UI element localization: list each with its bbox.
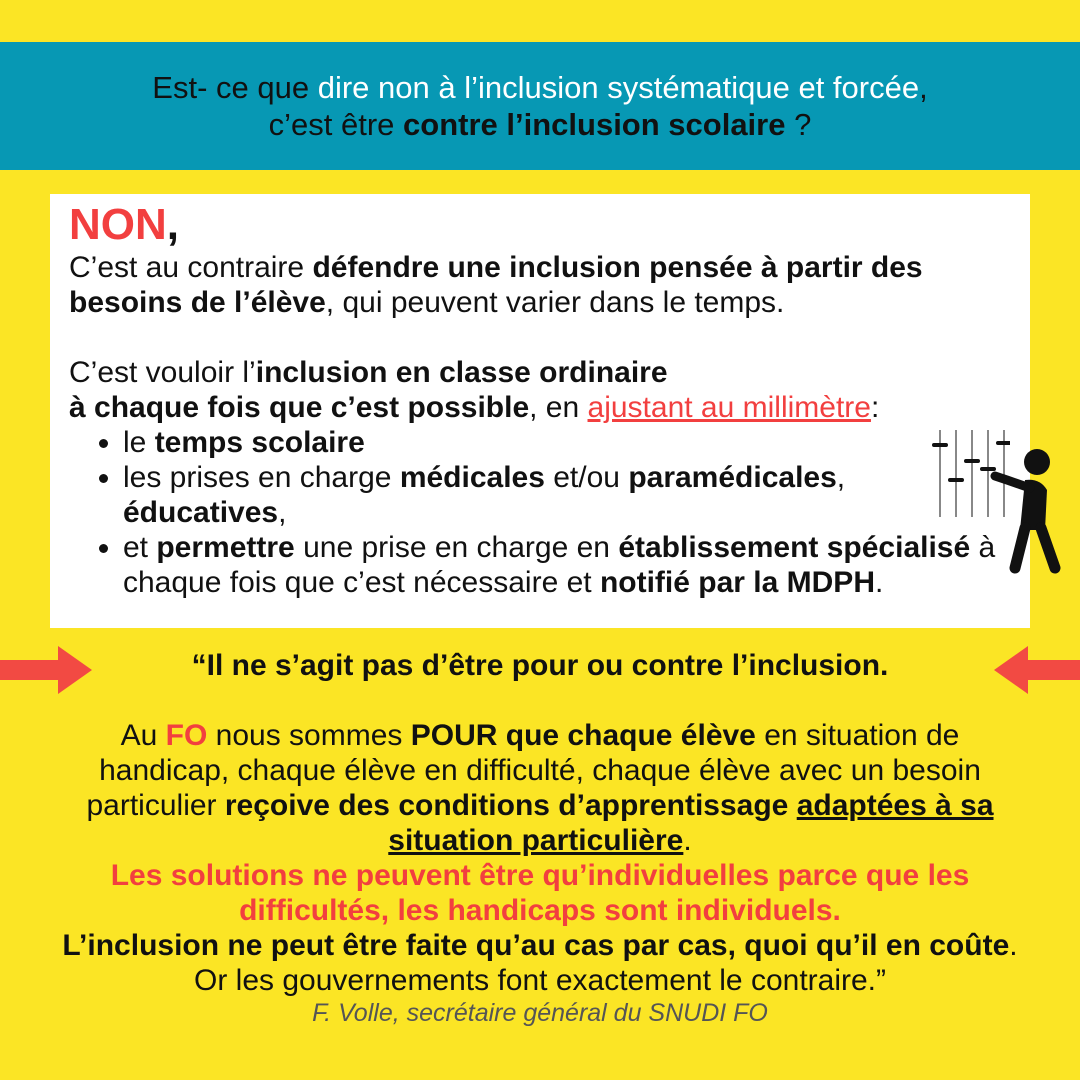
quote-block [60,648,1020,1029]
list-item: • et permettre une prise en charge en établissement spécialisé à chaque fois que c’est nécessaire et notifié par la MDPH. [123,530,1003,600]
content-panel [50,194,1030,628]
underlined-phrase: ajustant au millimètre [587,391,871,424]
quote-final: L’inclusion ne peut être faite qu’au cas par cas, quoi qu’il en coûte. Or les gouvernements font exactement le contraire.” [62,929,1018,997]
quote-author: F. Volle, secrétaire général du SNUDI FO [312,999,768,1027]
header-line-1 [152,69,927,106]
header-text: c’est être [268,107,404,142]
header-text: ? [785,107,812,142]
quote-red-sentence: Les solutions ne peuvent être qu’individuelles parce que les difficultés, les handicaps sont individuels. [110,859,970,927]
paragraph-2: C’est vouloir l’inclusion en classe ordinaire à chaque fois que c’est possible, en ajustant au millimètre: [69,356,880,424]
paragraph-1: C’est au contraire défendre une inclusion pensée à partir des besoins de l’élève, qui peuvent varier dans le temps. [69,251,923,319]
person-adjusting-icon [985,440,1070,575]
header-banner [0,42,1080,170]
quote-lead: “Il ne s’agit pas d’être pour ou contre l’inclusion. [191,649,889,682]
quote-paragraph: Au FO nous sommes POUR que chaque élève en situation de handicap, chaque élève en difficulté, chaque élève avec un besoin particulier reçoive des conditions d’apprentissage adaptées à sa situation particulière. [86,719,994,857]
header-emphasis: contre l’inclusion scolaire [403,107,786,142]
header-text: Est- ce que [152,70,318,105]
header-line-2 [269,106,812,143]
list-item: • les prises en charge médicales et/ou paramédicales, éducatives, [123,460,1003,530]
header-text: , [919,70,928,105]
list-item: • le temps scolaire [123,425,1003,460]
non-heading: NON, [69,200,180,249]
fo-label: FO [165,719,208,752]
header-highlight: dire non à l’inclusion systématique et forcée [317,70,920,105]
bullet-list [69,425,1003,600]
